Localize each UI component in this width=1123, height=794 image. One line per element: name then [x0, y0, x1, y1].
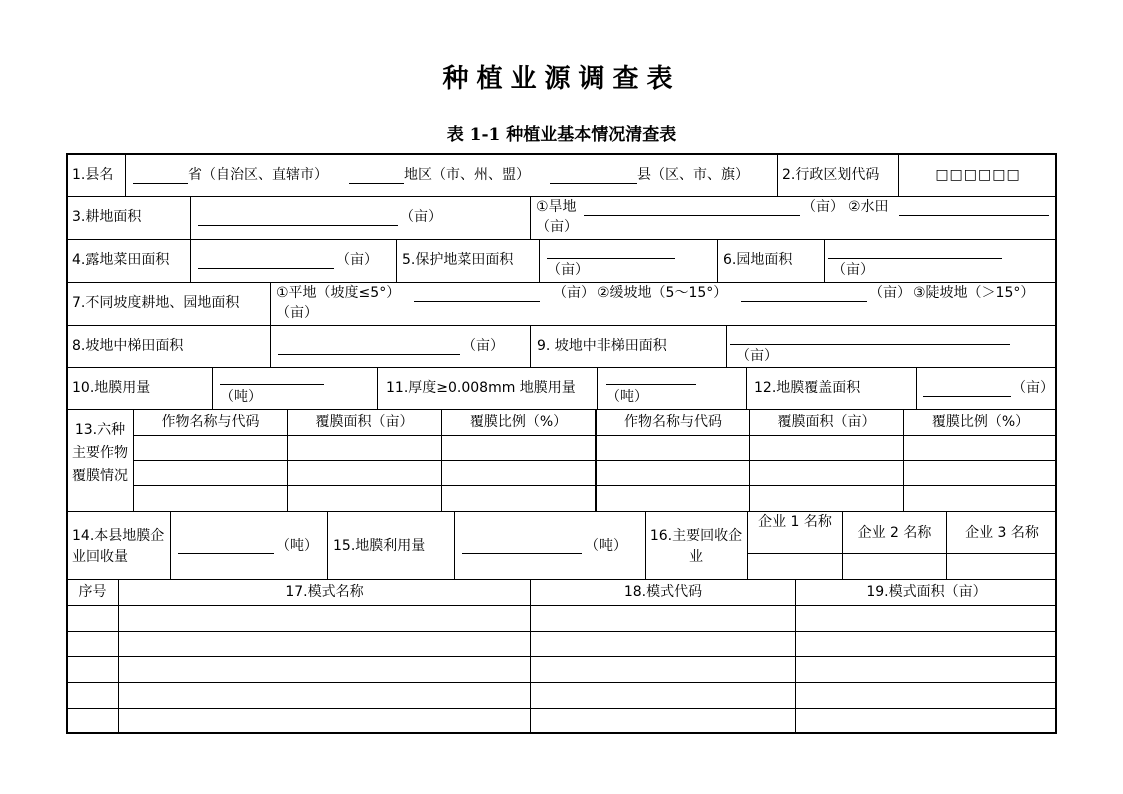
province-unit: 省（自治区、直辖市）: [188, 167, 328, 183]
county-unit: 县（区、市、旗）: [637, 167, 749, 183]
dry-land-input[interactable]: [584, 215, 800, 216]
cell-divider: [190, 196, 191, 239]
film-coverage-area-unit: （亩）: [1012, 380, 1054, 396]
protected-vegetable-area-input[interactable]: [547, 258, 675, 259]
paddy-unit: （亩）: [536, 219, 578, 235]
row-divider: [66, 605, 1057, 606]
protected-vegetable-area-unit: （亩）: [547, 262, 589, 278]
cell-divider: [842, 511, 843, 579]
thick-film-usage-unit: （吨）: [606, 389, 648, 405]
cell-divider: [327, 511, 328, 579]
cell-divider: [530, 196, 531, 239]
prefecture-input[interactable]: [349, 183, 404, 184]
cultivated-area-input[interactable]: [198, 225, 398, 226]
orchard-area-input[interactable]: [828, 258, 1002, 259]
row-divider: [66, 511, 1057, 512]
survey-form-table: [66, 153, 1057, 734]
terrace-area-unit: （亩）: [462, 338, 504, 354]
cell-divider: [396, 239, 397, 282]
cell-divider: [170, 511, 171, 579]
cell-divider: [118, 579, 119, 734]
row-divider: [66, 282, 1057, 283]
terrace-area-input[interactable]: [278, 354, 460, 355]
row-divider: [66, 196, 1057, 197]
gentle-slope-label: ②缓坡地（5～15°）: [597, 285, 728, 301]
cultivated-area-unit: （亩）: [400, 209, 442, 225]
film-usage-input[interactable]: [220, 384, 324, 385]
crop-header-6: 覆膜比例（%）: [931, 414, 1030, 430]
row-divider: [66, 656, 1057, 657]
cell-divider: [212, 367, 213, 409]
company-2-label: 企业 2 名称: [857, 525, 932, 541]
film-usage-label: 10.地膜用量: [72, 380, 151, 396]
gentle-slope-input[interactable]: [741, 301, 867, 302]
crop-header-4: 作物名称与代码: [624, 414, 722, 430]
cell-divider: [270, 282, 271, 325]
mode-header-code: 18.模式代码: [623, 584, 703, 600]
row-divider: [66, 708, 1057, 709]
row-divider: [66, 579, 1057, 580]
film-utilization-label: 15.地膜利用量: [333, 538, 426, 554]
crop-film-label: 13.六种主要作物覆膜情况: [72, 422, 128, 484]
cell-divider: [795, 579, 796, 734]
steep-slope-label: ③陡坡地（＞15°）: [913, 285, 1035, 301]
cell-divider: [747, 511, 748, 579]
steep-slope-unit: （亩）: [276, 305, 318, 321]
dry-land-label: ①旱地: [536, 199, 577, 215]
non-terrace-area-unit: （亩）: [736, 348, 778, 364]
cell-divider: [539, 239, 540, 282]
flat-land-input[interactable]: [414, 301, 540, 302]
cell-divider: [777, 153, 778, 196]
cell-divider: [717, 239, 718, 282]
row-divider: [66, 631, 1057, 632]
crop-header-1: 作物名称与代码: [161, 414, 260, 430]
dry-land-unit: （亩）: [802, 199, 844, 215]
cell-divider: [125, 153, 126, 196]
row-divider: [66, 367, 1057, 368]
open-vegetable-area-label: 4.露地菜田面积: [72, 252, 170, 268]
company-1-label: 企业 1 名称: [758, 514, 832, 530]
film-utilization-unit: （吨）: [585, 538, 627, 554]
cell-divider: [645, 511, 646, 579]
cell-divider: [824, 239, 825, 282]
row-divider: [66, 325, 1057, 326]
crop-header-3: 覆膜比例（%）: [469, 414, 568, 430]
cell-divider: [377, 367, 378, 409]
cell-divider: [454, 511, 455, 579]
protected-vegetable-area-label: 5.保护地菜田面积: [402, 252, 514, 268]
county-recycle-input[interactable]: [178, 553, 274, 554]
flat-land-unit: （亩）: [553, 285, 595, 301]
row-divider: [133, 460, 1057, 461]
crop-header-5: 覆膜面积（亩）: [777, 414, 876, 430]
table-title: 表 1-1 种植业基本情况清查表: [446, 125, 677, 145]
paddy-input[interactable]: [899, 215, 1049, 216]
film-utilization-input[interactable]: [462, 553, 582, 554]
paddy-label: ②水田: [848, 199, 889, 215]
mode-header-area: 19.模式面积（亩）: [866, 584, 987, 600]
province-input[interactable]: [133, 183, 188, 184]
county-recycle-label: 14.本县地膜企业回收量: [72, 528, 165, 565]
admin-code-label: 2.行政区划代码: [782, 167, 880, 183]
mode-header-index: 序号: [78, 584, 107, 600]
terrace-area-label: 8.坡地中梯田面积: [72, 338, 184, 354]
row-divider: [133, 435, 1057, 436]
county-input[interactable]: [550, 183, 637, 184]
row-divider: [66, 682, 1057, 683]
company-3-label: 企业 3 名称: [965, 525, 1039, 541]
non-terrace-area-label: 9. 坡地中非梯田面积: [537, 338, 667, 354]
orchard-area-label: 6.园地面积: [723, 252, 793, 268]
cell-divider: [746, 367, 747, 409]
thick-film-usage-label: 11.厚度≥0.008mm 地膜用量: [386, 380, 576, 396]
admin-code-boxes[interactable]: □□□□□□: [935, 167, 1021, 183]
page-title: 种植业源调查表: [442, 64, 681, 94]
cell-divider: [530, 325, 531, 367]
open-vegetable-area-input[interactable]: [198, 268, 334, 269]
county-recycle-unit: （吨）: [276, 538, 318, 554]
open-vegetable-area-unit: （亩）: [336, 252, 378, 268]
cell-divider: [270, 325, 271, 367]
recycle-company-label: 16.主要回收企业: [649, 528, 743, 565]
cell-divider: [530, 579, 531, 734]
cell-divider: [916, 367, 917, 409]
gentle-slope-unit: （亩）: [869, 285, 911, 301]
flat-land-label: ①平地（坡度≤5°）: [276, 285, 401, 301]
mode-header-name: 17.模式名称: [285, 584, 364, 600]
film-usage-unit: （吨）: [220, 389, 262, 405]
cultivated-area-label: 3.耕地面积: [72, 209, 142, 225]
county-name-label: 1.县名: [72, 167, 114, 183]
slope-area-label: 7.不同坡度耕地、园地面积: [72, 295, 240, 311]
cell-divider: [726, 325, 727, 367]
film-coverage-area-label: 12.地膜覆盖面积: [754, 380, 861, 396]
thick-film-usage-input[interactable]: [606, 384, 696, 385]
film-coverage-area-input[interactable]: [923, 396, 1011, 397]
crop-header-2: 覆膜面积（亩）: [315, 414, 414, 430]
row-divider: [747, 553, 1057, 554]
prefecture-unit: 地区（市、州、盟）: [404, 167, 530, 183]
orchard-area-unit: （亩）: [832, 262, 874, 278]
row-divider: [66, 239, 1057, 240]
cell-divider: [190, 239, 191, 282]
non-terrace-area-input[interactable]: [730, 344, 1010, 345]
row-divider: [133, 485, 1057, 486]
cell-divider: [597, 367, 598, 409]
cell-divider: [946, 511, 947, 579]
row-divider: [66, 409, 1057, 410]
